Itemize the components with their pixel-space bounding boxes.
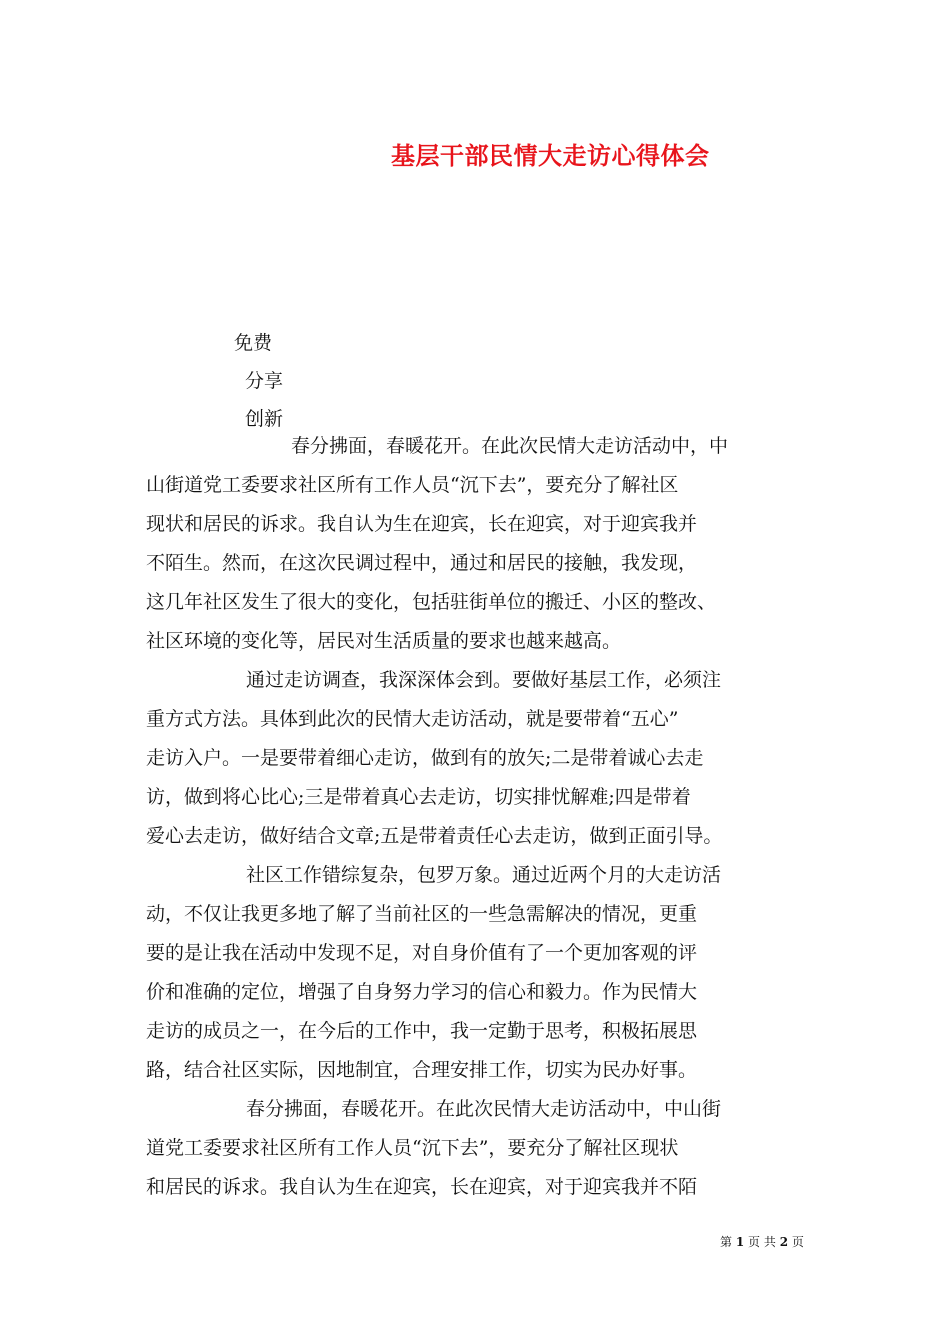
paragraph-2-line: 走访入户。一是要带着细心走访，做到有的放矢;二是带着诚心去走 — [146, 747, 704, 769]
tag-innovate: 创新 — [245, 408, 284, 430]
paragraph-3-line: 要的是让我在活动中发现不足，对自身价值有了一个更加客观的评 — [146, 942, 698, 964]
paragraph-2-line: 爱心去走访，做好结合文章;五是带着责任心去走访，做到正面引导。 — [146, 825, 723, 847]
paragraph-3-line: 社区工作错综复杂，包罗万象。通过近两个月的大走访活 — [246, 864, 722, 886]
paragraph-3-line: 动，不仅让我更多地了解了当前社区的一些急需解决的情况，更重 — [146, 903, 698, 925]
paragraph-1-line: 不陌生。然而，在这次民调过程中，通过和居民的接触，我发现， — [146, 552, 698, 574]
paragraph-3-line: 路，结合社区实际，因地制宜，合理安排工作，切实为民办好事。 — [146, 1059, 698, 1081]
tag-free: 免费 — [234, 332, 273, 354]
footer-middle: 页 共 — [748, 1235, 776, 1249]
paragraph-3-line: 价和准确的定位，增强了自身努力学习的信心和毅力。作为民情大 — [146, 981, 698, 1003]
paragraph-4-line: 和居民的诉求。我自认为生在迎宾，长在迎宾，对于迎宾我并不陌 — [146, 1176, 698, 1198]
footer-prefix: 第 — [720, 1235, 733, 1249]
paragraph-1-line: 现状和居民的诉求。我自认为生在迎宾，长在迎宾，对于迎宾我并 — [146, 513, 698, 535]
document-title: 基层干部民情大走访心得体会 — [391, 141, 710, 170]
footer-page-number: 1 — [735, 1235, 745, 1249]
tag-share: 分享 — [245, 370, 284, 392]
paragraph-4-line: 道党工委要求社区所有工作人员“沉下去”，要充分了解社区现状 — [146, 1137, 679, 1159]
paragraph-2-line: 通过走访调查，我深深体会到。要做好基层工作，必须注 — [246, 669, 722, 691]
footer-total-pages: 2 — [779, 1235, 789, 1249]
footer-suffix: 页 — [791, 1235, 804, 1249]
page-footer — [720, 1233, 804, 1250]
paragraph-2-line: 访，做到将心比心;三是带着真心去走访，切实排忧解难;四是带着 — [146, 786, 691, 808]
paragraph-2-line: 重方式方法。具体到此次的民情大走访活动，就是要带着“五心” — [146, 708, 679, 730]
paragraph-3-line: 走访的成员之一，在今后的工作中，我一定勤于思考，积极拓展思 — [146, 1020, 698, 1042]
paragraph-1-line: 山街道党工委要求社区所有工作人员“沉下去”，要充分了解社区 — [146, 474, 679, 496]
paragraph-1-line: 社区环境的变化等，居民对生活质量的要求也越来越高。 — [146, 630, 622, 652]
paragraph-4-line: 春分拂面，春暖花开。在此次民情大走访活动中，中山街 — [246, 1098, 722, 1120]
paragraph-1-line: 春分拂面，春暖花开。在此次民情大走访活动中，中 — [291, 435, 729, 457]
paragraph-1-line: 这几年社区发生了很大的变化，包括驻街单位的搬迁、小区的整改、 — [146, 591, 717, 613]
